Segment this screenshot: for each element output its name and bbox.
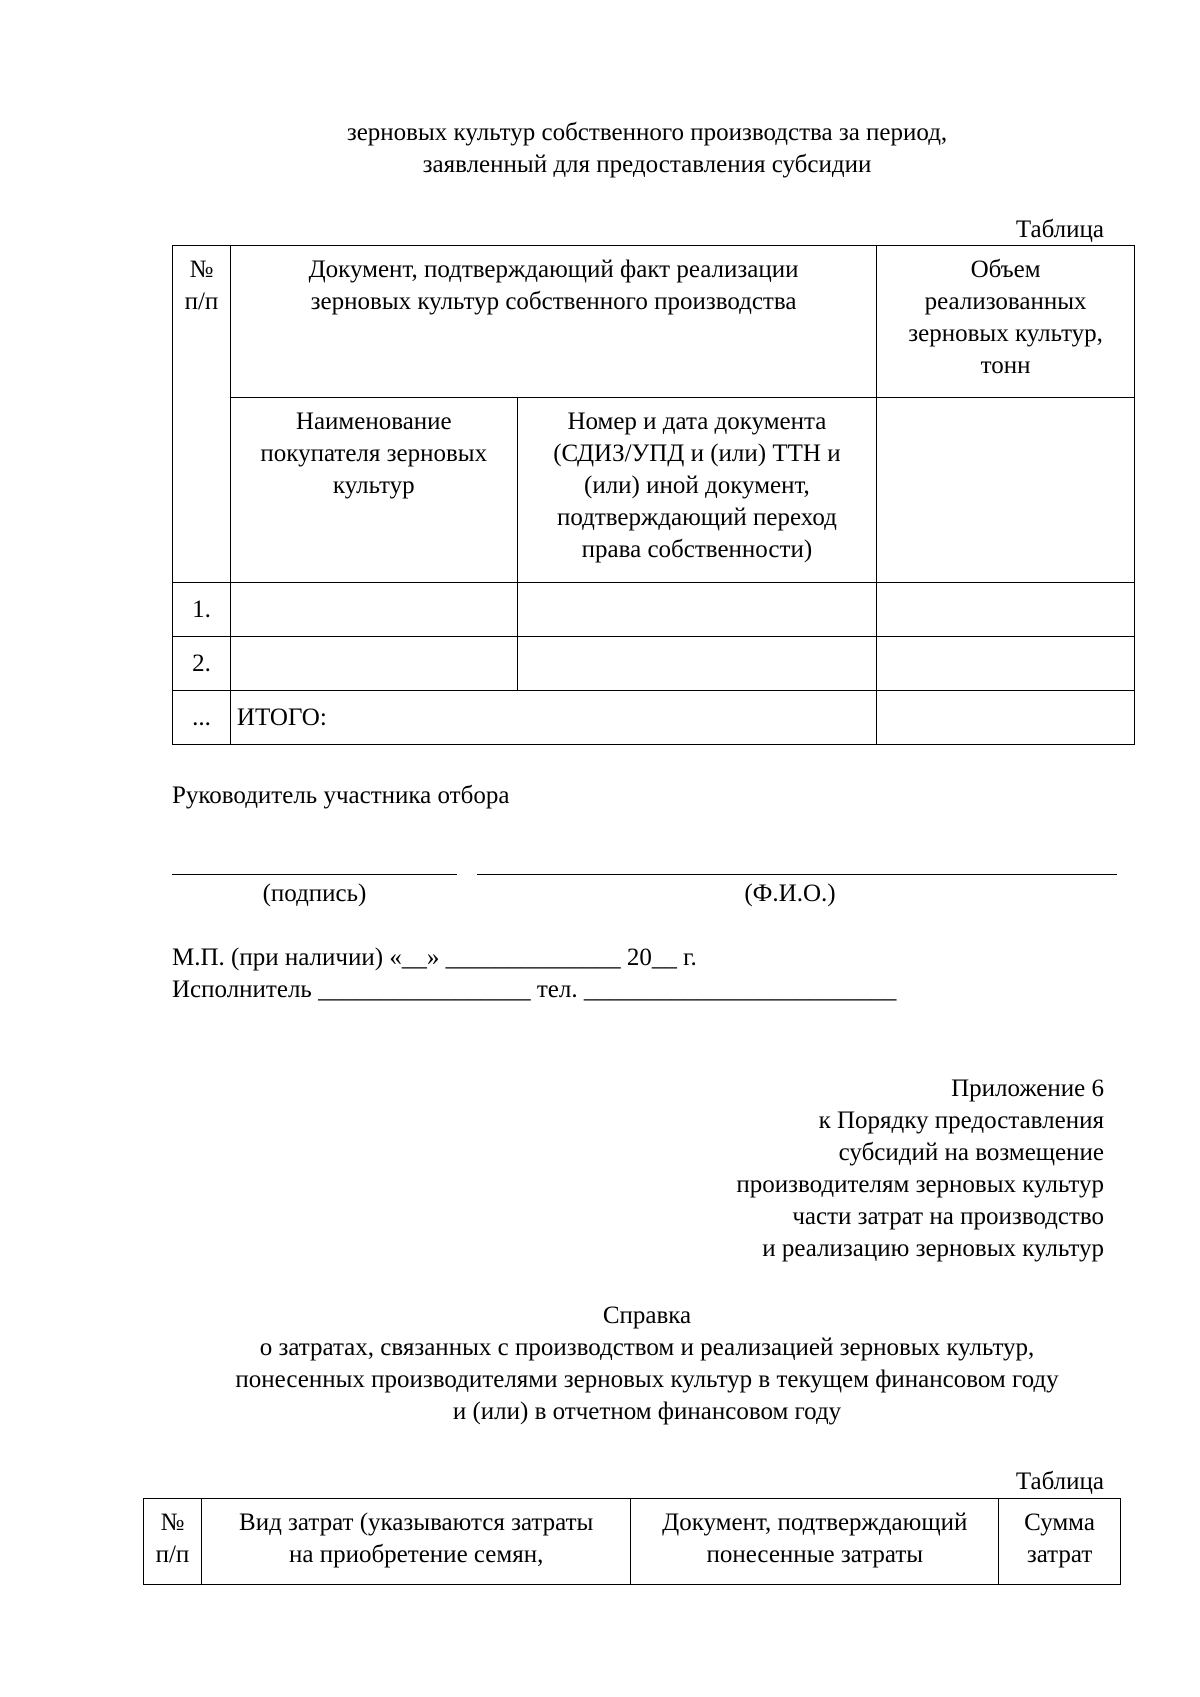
appendix-line-1: Приложение 6 — [951, 1075, 1104, 1102]
table-row — [173, 637, 1135, 691]
appendix-line-4: производителям зерновых культур — [736, 1171, 1104, 1198]
table1-row1-volume — [877, 583, 1135, 637]
table1-row1-num: 1. — [173, 583, 231, 637]
appendix-block — [736, 1073, 1104, 1265]
fio-line — [477, 874, 1117, 875]
table2-header-cost-type: Вид затрат (указываются затраты на приобретение семян, — [201, 1499, 630, 1585]
table2-header-num: № п/п — [144, 1499, 202, 1585]
table2-header-document: Документ, подтверждающий понесенные затраты — [631, 1499, 999, 1585]
appendix-line-6: и реализацию зерновых культур — [762, 1235, 1104, 1262]
table1-row2-docnum — [517, 637, 877, 691]
table2-header-sum: Сумма затрат — [999, 1499, 1121, 1585]
appendix-line-3: субсидий на возмещение — [838, 1139, 1104, 1166]
executor-line: Исполнитель _________________ тел. _________________________ — [172, 976, 897, 1003]
table1-row2-volume — [877, 637, 1135, 691]
reference-line-3: и (или) в отчетном финансовом году — [452, 1398, 842, 1425]
table1-row2-num: 2. — [173, 637, 231, 691]
table-row — [173, 583, 1135, 637]
table1-caption: Таблица — [1015, 216, 1104, 243]
table1-header-empty — [877, 398, 1135, 583]
table1-total-label: ИТОГО: — [230, 691, 876, 745]
stamp-date-line: М.П. (при наличии) «__» ______________ 20__ г. — [172, 944, 697, 971]
table1-header-num: № п/п — [173, 246, 231, 583]
table1-row2-buyer — [230, 637, 517, 691]
reference-line-2: понесенных производителями зерновых культур в текущем финансовом году — [235, 1366, 1059, 1393]
intro-line-2: заявленный для предоставления субсидии — [422, 151, 872, 178]
table1-header-buyer: Наименование покупателя зерновых культур — [230, 398, 517, 583]
signature-line — [172, 874, 457, 875]
reference-title: Справка — [602, 1302, 692, 1329]
table1-header-docnum: Номер и дата документа (СДИЗ/УПД и (или) ТТН и (или) иной документ, подтверждающий переход права собственности) — [517, 398, 877, 583]
appendix-line-5: части затрат на производство — [792, 1203, 1104, 1230]
table1-row1-docnum — [517, 583, 877, 637]
reference-line-1: о затратах, связанных с производством и реализацией зерновых культур, — [259, 1334, 1035, 1361]
intro-line-1: зерновых культур собственного производства за период, — [346, 119, 948, 146]
reference-block — [0, 1300, 1200, 1428]
table1-total-volume — [877, 691, 1135, 745]
table1-header-volume: Объем реализованных зерновых культур, тонн — [877, 246, 1135, 398]
fio-caption: (Ф.И.О.) — [744, 880, 836, 907]
table2 — [143, 1498, 1121, 1585]
table2-caption: Таблица — [1015, 1468, 1104, 1495]
signature-caption: (подпись) — [262, 880, 367, 907]
table1 — [172, 245, 1135, 745]
table1-total-row — [173, 691, 1135, 745]
signature-head: Руководитель участника отбора — [172, 782, 510, 809]
appendix-line-2: к Порядку предоставления — [818, 1107, 1104, 1134]
table1-row1-buyer — [230, 583, 517, 637]
intro-heading — [0, 117, 1200, 181]
table1-header-document: Документ, подтверждающий факт реализации зерновых культур собственного производства — [230, 246, 876, 398]
table1-total-num: ... — [173, 691, 231, 745]
